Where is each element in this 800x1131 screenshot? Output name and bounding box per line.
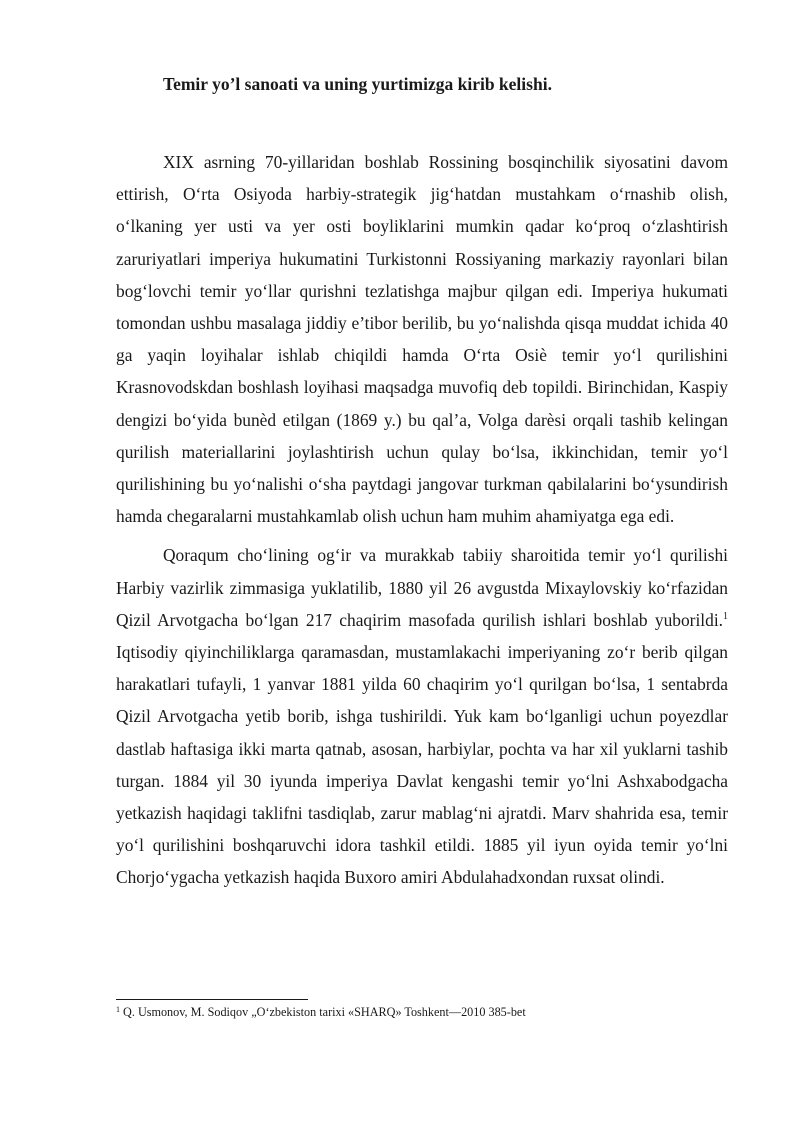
footnote-mark: 1: [116, 1005, 120, 1014]
paragraph-2: [116, 539, 728, 893]
footnote-separator: [116, 999, 308, 1000]
footnote: [116, 1005, 526, 1020]
paragraph-2-text-before-note: Qoraqum cho‘lining og‘ir va murakkab tabiiy sharoitida temir yo‘l qurilishi Harbiy vazirlik zimmasiga yuklatilib, 1880 yil 26 avgustda Mixaylovskiy ko‘rfazidan Qizil Arvotgacha bo‘lgan 217 chaqirim masofada qurilish ishlari boshlab yuborildi.: [116, 545, 728, 630]
paragraph-2-text-after-note: Iqtisodiy qiyinchiliklarga qaramasdan, mustamlakachi imperiyaning zo‘r berib qilgan harakatlari tufayli, 1 yanvar 1881 yilda 60 chaqirim yo‘l qurilgan bo‘lsa, 1 sentabrda Qizil Arvotgacha yetib borib, ishga tushirildi. Yuk kam bo‘lganligi uchun poyezdlar dastlab haftasiga ikki marta qatnab, asosan, harbiylar, pochta va har xil yuklarni tashib turgan. 1884 yil 30 iyunda imperiya Davlat kengashi temir yo‘lni Ashxabodgacha yetkazish haqidagi taklifni tasdiqlab, zarur mablag‘ni ajratdi. Marv shahrida esa, temir yo‘l qurilishini boshqaruvchi idora tashkil etildi. 1885 yil iyun oyida temir yo‘lni Chorjo‘ygacha yetkazish haqida Buxoro amiri Abdulahadxondan ruxsat olindi.: [116, 642, 728, 888]
body-text: [116, 146, 728, 894]
footnote-text: Q. Usmonov, M. Sodiqov „O‘zbekiston tarixi «SHARQ» Toshkent—2010 385-bet: [120, 1005, 526, 1019]
paragraph-1: XIX asrning 70-yillaridan boshlab Rossining bosqinchilik siyosatini davom ettirish, O‘rta Osiyoda harbiy-strategik jig‘hatdan mustahkam o‘rnashib olish, o‘lkaning yer usti va yer osti boyliklarini mumkin qadar ko‘proq o‘zlashtirish zaruriyatlari imperiya hukumatini Turkistonni Rossiyaning markaziy rayonlari bilan bog‘lovchi temir yo‘llar qurishni tezlatishga majbur qilgan edi. Imperiya hukumati tomondan ushbu masalaga jiddiy e’tibor berilib, bu yo‘nalishda qisqa muddat ichida 40 ga yaqin loyihalar ishlab chiqildi hamda O‘rta Osiè temir yo‘l qurilishini Krasnovodskdan boshlash loyihasi maqsadga muvofiq deb topildi. Birinchidan, Kaspiy dengizi bo‘yida bunèd etilgan (1869 y.) bu qal’a, Volga darèsi orqali tashib kelingan qurilish materiallarini joylashtirish uchun qulay bo‘lsa, ikkinchidan, temir yo‘l qurilishining bu yo‘nalishi o‘sha paytdagi jangovar turkman qabilalarini bo‘ysundirish hamda chegaralarni mustahkamlab olish uchun ham muhim ahamiyatga ega edi.: [116, 152, 728, 527]
section-heading: Temir yo’l sanoati va uning yurtimizga kirib kelishi.: [163, 74, 552, 94]
footnote-reference[interactable]: 1: [723, 610, 728, 622]
